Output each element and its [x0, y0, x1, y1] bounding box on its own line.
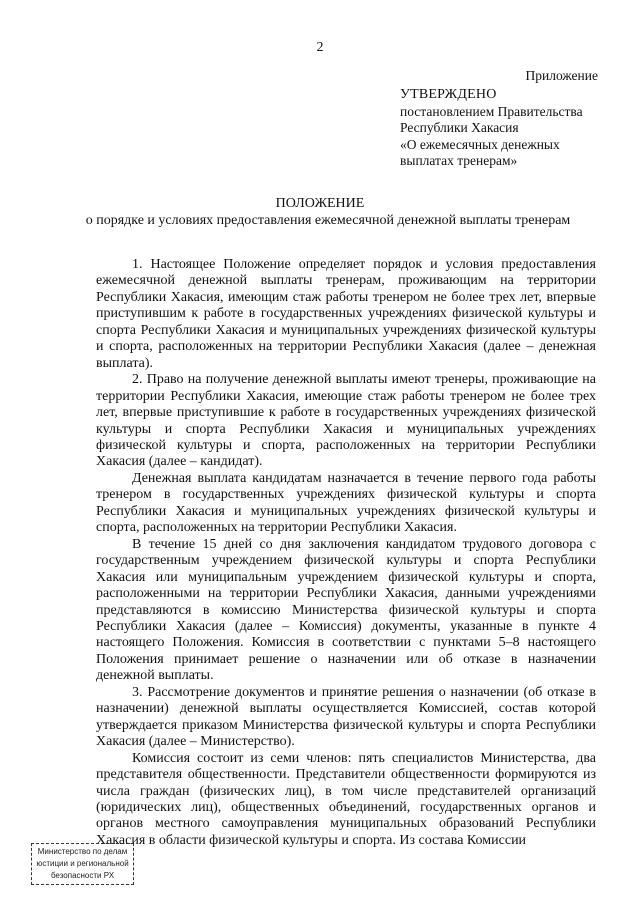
approval-line: выплатах тренерам»: [400, 153, 518, 168]
document-title: [0, 196, 640, 229]
paragraph: 2. Право на получение денежной выплаты имеют тренеры, проживающие на территории Республики Хакасия, имеющие стаж работы тренером не более трех лет, впервые приступившие к работе в государственных учреждениях физической культуры и спорта Республики Хакасия и муниципальных учреждениях физической культуры и спорта, расположенных на территории Республики Хакасия (далее – кандидат).: [96, 372, 596, 470]
approval-block: [400, 87, 583, 170]
paragraph: Денежная выплата кандидатам назначается в течение первого года работы тренером в государственных учреждениях физической культуры и спорта Республики Хакасия и муниципальных учреждениях физической культуры и спорта, расположенных на территории Республики Хакасия.: [96, 470, 596, 536]
title-main: ПОЛОЖЕНИЕ: [275, 196, 365, 211]
paragraph: 3. Рассмотрение документов и принятие решения о назначении (об отказе в назначении) денежной выплаты осуществляется Комиссией, состав которой утверждается приказом Министерства физической культуры и спорта Республики Хакасия (далее – Министерство).: [96, 684, 596, 750]
approval-line: «О ежемесячных денежных: [400, 136, 560, 152]
stamp-line: Министерство по делам: [37, 847, 128, 856]
stamp-line: юстиции и региональной: [36, 859, 129, 868]
page-number: 2: [316, 40, 324, 55]
paragraph: В течение 15 дней со дня заключения кандидатом трудового договора с государственным учреждением физической культуры и спорта Республики Хакасия или муниципальным учреждением физической культуры и спорта, расположенными на территории Республики Хакасия, данными учреждениями представляются в комиссию Министерства физической культуры и спорта Республики Хакасия (далее – Комиссия) документы, указанные в пункте 4 настоящего Положения. Комиссия в соответствии с пунктами 5–8 настоящего Положения принимает решение о назначении или об отказе в назначении денежной выплаты.: [96, 536, 596, 684]
paragraph: Комиссия состоит из семи членов: пять специалистов Министерства, два представителя общественности. Представители общественности формируются из числа граждан (физических лиц), в том числе представителей организаций (юридических лиц), общественных объединений, государственных органов и органов местного самоуправления муниципальных образований Республики Хакасия в области физической культуры и спорта. Из состава Комиссии: [96, 750, 596, 848]
document-body: [96, 257, 596, 849]
title-subtitle: о порядке и условиях предоставления ежемесячной денежной выплаты тренерам: [85, 212, 571, 228]
approval-line: Республики Хакасия: [400, 120, 519, 135]
stamp-line: безопасности РХ: [50, 871, 115, 880]
approval-line: постановлением Правительства: [400, 103, 583, 119]
approved-heading: УТВЕРЖДЕНО: [400, 87, 497, 102]
paragraph: 1. Настоящее Положение определяет порядок и условия предоставления ежемесячной денежной выплаты тренерам, проживающим на территории Республики Хакасия, имеющим стаж работы тренером не более трех лет, впервые приступившим к работе в государственных учреждениях физической культуры и спорта Республики Хакасия и муниципальных учреждениях физической культуры и спорта, расположенных на территории Республики Хакасия (далее – денежная выплата).: [96, 257, 596, 371]
appendix-label: Приложение: [525, 68, 598, 83]
registration-stamp: [31, 843, 134, 885]
